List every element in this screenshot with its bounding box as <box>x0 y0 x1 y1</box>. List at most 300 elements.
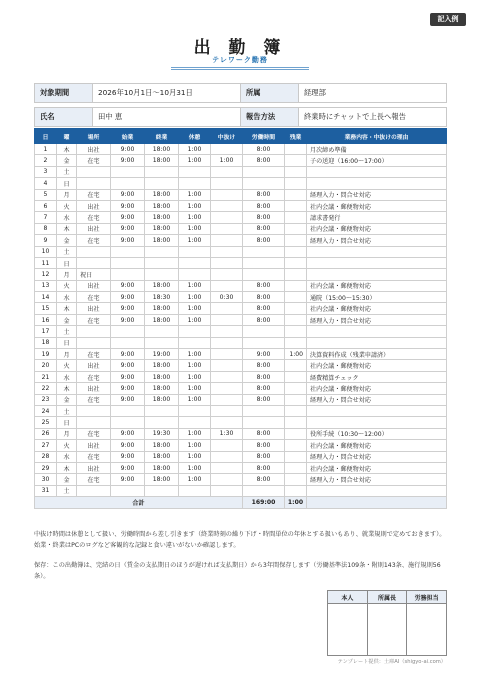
table-cell: 月 <box>57 189 77 200</box>
table-cell: 経理入力・問合せ対応 <box>307 235 447 246</box>
table-cell <box>179 269 211 280</box>
table-cell: 25 <box>35 417 57 428</box>
report-label: 報告方法 <box>241 108 299 127</box>
table-cell: 1:00 <box>179 155 211 166</box>
table-cell: 18:00 <box>145 394 179 405</box>
column-header: 終業 <box>145 129 179 144</box>
table-row <box>35 428 447 439</box>
table-cell <box>285 405 307 416</box>
stamp-box-self[interactable] <box>328 604 368 656</box>
table-cell <box>307 166 447 177</box>
table-cell <box>243 178 285 189</box>
table-cell <box>211 394 243 405</box>
table-cell: 1:00 <box>179 303 211 314</box>
table-cell <box>211 337 243 348</box>
table-cell: 18:00 <box>145 280 179 291</box>
table-cell: 8:00 <box>243 235 285 246</box>
table-cell <box>211 200 243 211</box>
table-cell: 経理入力・問合せ対応 <box>307 394 447 405</box>
table-cell <box>285 428 307 439</box>
table-cell: 社内会議・郵便物対応 <box>307 440 447 451</box>
footer-credit: テンプレート提供：土庫AI（shigyo-ai.com） <box>337 659 446 665</box>
table-row <box>35 405 447 416</box>
table-cell <box>145 485 179 496</box>
table-cell: 在宅 <box>77 451 111 462</box>
table-cell <box>145 257 179 268</box>
table-cell: 0:30 <box>211 292 243 303</box>
table-cell <box>307 417 447 428</box>
table-cell: 9:00 <box>111 360 145 371</box>
table-cell: 在宅 <box>77 235 111 246</box>
table-cell: 7 <box>35 212 57 223</box>
table-cell <box>211 280 243 291</box>
table-cell <box>211 417 243 428</box>
table-cell: 1:00 <box>179 189 211 200</box>
table-cell: 20 <box>35 360 57 371</box>
stamp-box-labor[interactable] <box>407 604 447 656</box>
stamp-box-manager[interactable] <box>367 604 407 656</box>
table-cell: 18:00 <box>145 360 179 371</box>
table-cell <box>179 485 211 496</box>
table-cell <box>77 246 111 257</box>
table-row <box>35 257 447 268</box>
table-cell: 土 <box>57 166 77 177</box>
table-cell: 金 <box>57 155 77 166</box>
table-cell <box>211 360 243 371</box>
table-cell: 1 <box>35 144 57 155</box>
table-cell: 1:00 <box>179 200 211 211</box>
table-cell <box>243 485 285 496</box>
table-cell <box>285 314 307 325</box>
total-hours: 169:00 <box>243 497 285 509</box>
table-cell: 26 <box>35 428 57 439</box>
table-cell: 8:00 <box>243 200 285 211</box>
table-cell <box>243 417 285 428</box>
table-cell <box>77 405 111 416</box>
table-cell <box>211 405 243 416</box>
table-cell <box>285 485 307 496</box>
column-header: 場所 <box>77 129 111 144</box>
table-cell: 在宅 <box>77 394 111 405</box>
table-cell: 1:00 <box>179 223 211 234</box>
table-row <box>35 189 447 200</box>
table-cell: 水 <box>57 451 77 462</box>
table-cell <box>285 235 307 246</box>
table-cell <box>211 462 243 473</box>
table-cell <box>307 485 447 496</box>
table-cell <box>77 417 111 428</box>
table-cell <box>145 405 179 416</box>
table-cell: 18:00 <box>145 440 179 451</box>
table-cell <box>285 269 307 280</box>
table-cell: 11 <box>35 257 57 268</box>
table-cell: 18:00 <box>145 462 179 473</box>
table-cell: 9:00 <box>111 462 145 473</box>
table-cell <box>285 292 307 303</box>
table-cell: 18:00 <box>145 155 179 166</box>
table-cell: 9:00 <box>111 235 145 246</box>
table-cell: 日 <box>57 257 77 268</box>
table-cell: 木 <box>57 303 77 314</box>
table-cell: 子の送迎（16:00〜17:00） <box>307 155 447 166</box>
table-cell <box>77 326 111 337</box>
table-cell: 1:00 <box>179 440 211 451</box>
table-cell <box>211 257 243 268</box>
table-cell <box>77 178 111 189</box>
table-cell: 8:00 <box>243 383 285 394</box>
table-cell <box>285 178 307 189</box>
table-cell: 12 <box>35 269 57 280</box>
table-cell <box>179 405 211 416</box>
table-row <box>35 474 447 485</box>
table-cell: 社内会議・郵便物対応 <box>307 280 447 291</box>
table-row <box>35 144 447 155</box>
table-cell: 9:00 <box>111 314 145 325</box>
table-cell: 21 <box>35 371 57 382</box>
table-cell: 水 <box>57 212 77 223</box>
table-cell: 27 <box>35 440 57 451</box>
table-cell: 28 <box>35 451 57 462</box>
table-cell: 18:30 <box>145 292 179 303</box>
table-row <box>35 417 447 428</box>
table-cell <box>243 246 285 257</box>
table-cell <box>145 337 179 348</box>
table-cell: 土 <box>57 405 77 416</box>
table-cell: 在宅 <box>77 292 111 303</box>
table-cell <box>145 178 179 189</box>
table-cell: 8:00 <box>243 280 285 291</box>
table-cell: 8 <box>35 223 57 234</box>
table-row <box>35 451 447 462</box>
table-cell <box>211 383 243 394</box>
table-cell <box>243 166 285 177</box>
table-cell <box>111 405 145 416</box>
table-cell: 8:00 <box>243 223 285 234</box>
table-cell: 9:00 <box>111 451 145 462</box>
table-cell: 31 <box>35 485 57 496</box>
table-cell <box>285 440 307 451</box>
table-cell <box>111 417 145 428</box>
table-cell <box>285 417 307 428</box>
table-cell <box>179 166 211 177</box>
table-cell: 16 <box>35 314 57 325</box>
note-interruption: 中抜け時間は休憩として扱い、労働時間から差し引きます（終業時刻の繰り下げ・時間単位の年休とする扱いもあり、就業規則で定めておきます）。始業・終業はPCのログなど客観的な記録と食い違いがないか確認します。 <box>34 531 446 549</box>
table-cell <box>111 485 145 496</box>
table-cell: 8:00 <box>243 360 285 371</box>
table-cell <box>145 166 179 177</box>
table-cell: 役所手続（10:30〜12:00） <box>307 428 447 439</box>
table-cell: 10 <box>35 246 57 257</box>
table-cell: 19:30 <box>145 428 179 439</box>
table-cell: 月 <box>57 349 77 360</box>
table-cell: 8:00 <box>243 212 285 223</box>
table-cell: 1:00 <box>179 360 211 371</box>
table-cell <box>211 223 243 234</box>
table-cell: 8:00 <box>243 462 285 473</box>
table-cell <box>285 257 307 268</box>
column-header: 日 <box>35 129 57 144</box>
stamp-header: 所属長 <box>367 591 407 604</box>
table-cell: 出社 <box>77 303 111 314</box>
table-cell: 18:00 <box>145 200 179 211</box>
table-cell: 8:00 <box>243 451 285 462</box>
table-cell: 出社 <box>77 144 111 155</box>
title-underline <box>171 67 309 68</box>
table-cell <box>285 189 307 200</box>
table-cell: 1:00 <box>179 314 211 325</box>
table-cell: 出社 <box>77 440 111 451</box>
table-cell: 22 <box>35 383 57 394</box>
table-cell: 1:00 <box>179 428 211 439</box>
table-row <box>35 246 447 257</box>
table-cell <box>211 189 243 200</box>
table-cell <box>211 246 243 257</box>
table-cell: 金 <box>57 474 77 485</box>
table-cell <box>285 462 307 473</box>
table-cell <box>179 337 211 348</box>
table-cell: 請求書発行 <box>307 212 447 223</box>
table-cell: 18:00 <box>145 383 179 394</box>
table-cell: 経理入力・問合せ対応 <box>307 451 447 462</box>
table-cell: 在宅 <box>77 155 111 166</box>
table-cell: 8:00 <box>243 292 285 303</box>
table-cell <box>285 212 307 223</box>
table-cell: 9:00 <box>111 189 145 200</box>
table-cell: 社内会議・郵便物対応 <box>307 200 447 211</box>
table-cell: 9:00 <box>243 349 285 360</box>
table-cell: 9:00 <box>111 144 145 155</box>
table-cell: 29 <box>35 462 57 473</box>
table-cell: 木 <box>57 462 77 473</box>
table-cell <box>285 166 307 177</box>
total-overtime: 1:00 <box>285 497 307 509</box>
table-cell: 8:00 <box>243 314 285 325</box>
table-row <box>35 394 447 405</box>
table-cell: 23 <box>35 394 57 405</box>
table-cell <box>211 269 243 280</box>
table-cell: 17 <box>35 326 57 337</box>
table-cell: 火 <box>57 280 77 291</box>
table-cell: 9:00 <box>111 371 145 382</box>
table-row <box>35 280 447 291</box>
table-cell <box>307 326 447 337</box>
table-cell: 在宅 <box>77 428 111 439</box>
table-row <box>35 178 447 189</box>
table-cell: 9:00 <box>111 292 145 303</box>
table-cell: 火 <box>57 200 77 211</box>
table-cell <box>285 326 307 337</box>
table-cell <box>211 371 243 382</box>
total-row <box>35 497 447 509</box>
table-cell: 日 <box>57 417 77 428</box>
period-label: 対象期間 <box>35 84 93 103</box>
table-cell <box>243 257 285 268</box>
table-cell <box>211 314 243 325</box>
table-cell: 9:00 <box>111 428 145 439</box>
column-header: 残業 <box>285 129 307 144</box>
table-cell <box>285 360 307 371</box>
table-row <box>35 303 447 314</box>
table-cell <box>285 303 307 314</box>
info-table <box>34 83 447 127</box>
table-cell <box>211 235 243 246</box>
table-row <box>35 212 447 223</box>
table-cell: 1:00 <box>179 280 211 291</box>
table-cell: 1:00 <box>179 144 211 155</box>
table-cell: 経理入力・問合せ対応 <box>307 189 447 200</box>
table-cell <box>77 257 111 268</box>
table-cell: 8:00 <box>243 303 285 314</box>
table-cell <box>179 326 211 337</box>
table-cell: 8:00 <box>243 144 285 155</box>
table-row <box>35 349 447 360</box>
table-cell <box>211 303 243 314</box>
table-cell: 9:00 <box>111 349 145 360</box>
table-row <box>35 383 447 394</box>
column-header: 始業 <box>111 129 145 144</box>
table-row <box>35 223 447 234</box>
table-cell: 在宅 <box>77 474 111 485</box>
table-cell <box>145 326 179 337</box>
table-cell: 月 <box>57 428 77 439</box>
table-cell <box>285 200 307 211</box>
table-cell <box>285 383 307 394</box>
table-cell <box>77 485 111 496</box>
table-cell: 水 <box>57 292 77 303</box>
table-row <box>35 337 447 348</box>
table-cell <box>111 337 145 348</box>
table-row <box>35 485 447 496</box>
table-cell: 18:00 <box>145 189 179 200</box>
table-cell: 30 <box>35 474 57 485</box>
table-cell: 木 <box>57 223 77 234</box>
table-cell: 経理入力・問合せ対応 <box>307 314 447 325</box>
table-cell: 9:00 <box>111 212 145 223</box>
total-label: 合計 <box>35 497 243 509</box>
table-cell: 水 <box>57 371 77 382</box>
table-cell <box>285 223 307 234</box>
table-cell: 1:00 <box>179 235 211 246</box>
table-cell <box>179 417 211 428</box>
table-cell: 通院（15:00〜15:30） <box>307 292 447 303</box>
total-blank <box>307 497 447 509</box>
table-cell: 18:00 <box>145 303 179 314</box>
table-cell: 在宅 <box>77 314 111 325</box>
table-cell: 出社 <box>77 462 111 473</box>
table-cell: 18:00 <box>145 235 179 246</box>
table-cell <box>285 246 307 257</box>
table-cell: 金 <box>57 314 77 325</box>
table-cell <box>307 337 447 348</box>
table-cell: 9:00 <box>111 155 145 166</box>
table-cell <box>111 269 145 280</box>
table-cell <box>285 371 307 382</box>
table-cell: 木 <box>57 383 77 394</box>
table-cell <box>285 474 307 485</box>
table-cell: 15 <box>35 303 57 314</box>
stamp-header: 本人 <box>328 591 368 604</box>
table-cell: 9:00 <box>111 474 145 485</box>
table-cell: 4 <box>35 178 57 189</box>
table-cell: 1:00 <box>179 371 211 382</box>
table-cell <box>111 178 145 189</box>
table-cell: 月次締め準備 <box>307 144 447 155</box>
table-cell <box>307 246 447 257</box>
table-cell: 在宅 <box>77 212 111 223</box>
table-cell <box>211 166 243 177</box>
table-cell: 14 <box>35 292 57 303</box>
table-cell: 8:00 <box>243 155 285 166</box>
table-cell <box>285 144 307 155</box>
table-cell: 出社 <box>77 200 111 211</box>
table-cell <box>243 405 285 416</box>
table-cell: 9 <box>35 235 57 246</box>
table-row <box>35 269 447 280</box>
table-cell <box>211 178 243 189</box>
table-cell <box>111 326 145 337</box>
table-cell <box>307 405 447 416</box>
table-cell: 5 <box>35 189 57 200</box>
table-cell: 6 <box>35 200 57 211</box>
table-cell: 1:00 <box>179 212 211 223</box>
table-cell: 18:00 <box>145 474 179 485</box>
table-cell: 1:00 <box>179 292 211 303</box>
column-header: 労働時間 <box>243 129 285 144</box>
table-row <box>35 155 447 166</box>
table-cell: 18:00 <box>145 451 179 462</box>
column-header: 中抜け <box>211 129 243 144</box>
table-cell: 社内会議・郵便物対応 <box>307 383 447 394</box>
table-cell <box>77 166 111 177</box>
table-cell: 経理入力・問合せ対応 <box>307 474 447 485</box>
table-cell <box>111 257 145 268</box>
table-cell: 金 <box>57 394 77 405</box>
table-cell: 火 <box>57 440 77 451</box>
table-cell: 3 <box>35 166 57 177</box>
table-row <box>35 292 447 303</box>
table-cell: 1:00 <box>179 474 211 485</box>
table-cell: 社内会議・郵便物対応 <box>307 303 447 314</box>
approval-stamp-table <box>327 590 447 656</box>
table-cell: 出社 <box>77 360 111 371</box>
table-cell <box>211 474 243 485</box>
table-cell <box>111 166 145 177</box>
table-cell <box>285 155 307 166</box>
table-cell <box>179 257 211 268</box>
sample-badge: 記入例 <box>430 13 466 26</box>
period-value: 2026年10月1日〜10月31日 <box>93 84 241 103</box>
table-cell: 土 <box>57 485 77 496</box>
table-cell: 社内会議・郵便物対応 <box>307 223 447 234</box>
note-retention: 保存：この出勤簿は、完結の日（賃金の支払期日のほうが遅ければ支払期日）から3年間保存します（労働基準法109条・附則143条、施行規則56条）。 <box>34 562 441 580</box>
column-header: 休憩 <box>179 129 211 144</box>
table-cell <box>179 178 211 189</box>
table-cell <box>145 246 179 257</box>
table-cell <box>285 280 307 291</box>
table-cell <box>179 246 211 257</box>
table-cell <box>145 269 179 280</box>
table-cell: 1:00 <box>179 383 211 394</box>
table-cell: 8:00 <box>243 474 285 485</box>
table-cell <box>211 326 243 337</box>
table-cell: 出社 <box>77 280 111 291</box>
table-cell <box>211 485 243 496</box>
table-cell: 日 <box>57 337 77 348</box>
dept-label: 所属 <box>241 84 299 103</box>
table-cell: 8:00 <box>243 440 285 451</box>
table-cell: 日 <box>57 178 77 189</box>
stamp-header-row <box>328 591 447 604</box>
